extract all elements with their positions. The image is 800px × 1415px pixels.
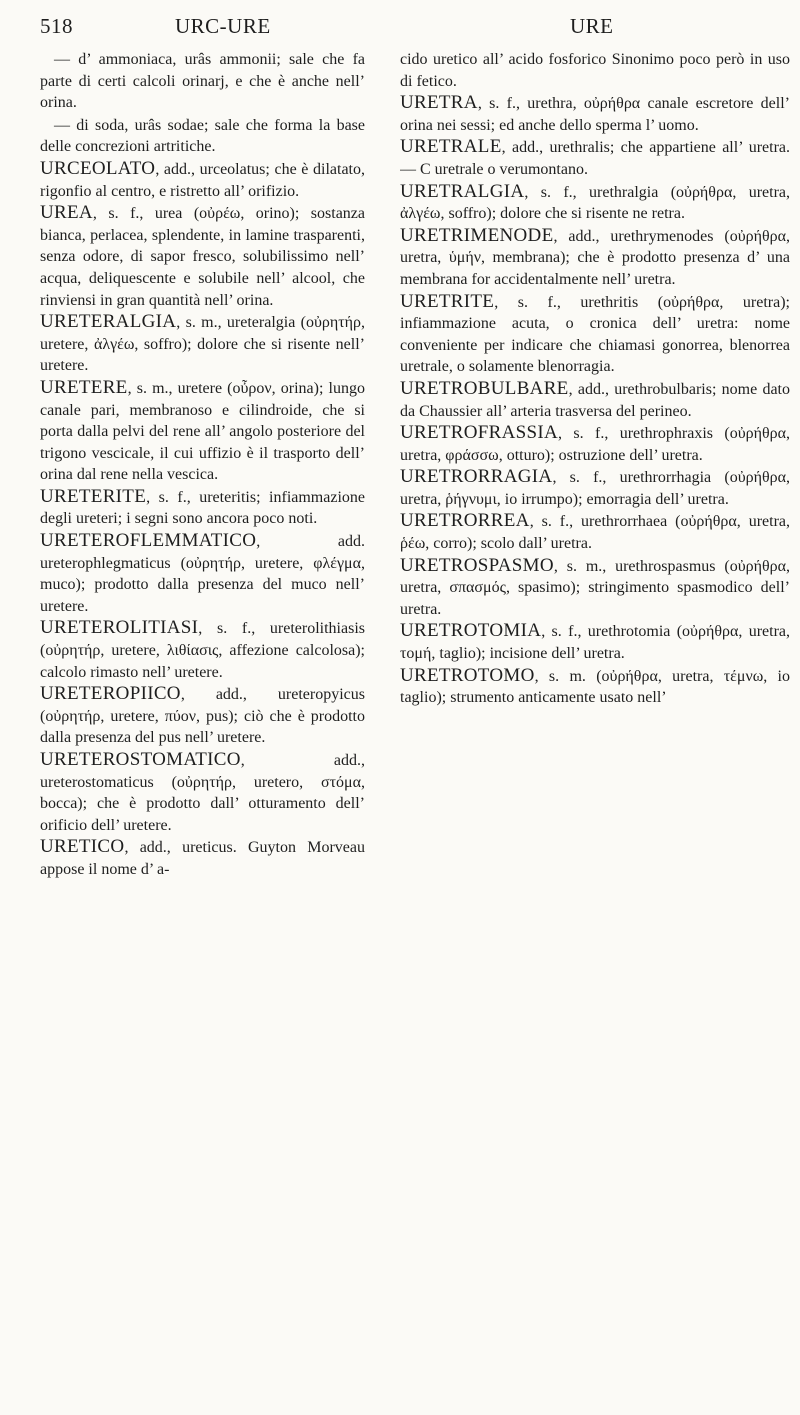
right-column	[400, 48, 790, 1409]
dictionary-entry	[400, 422, 790, 466]
dictionary-entry	[400, 510, 790, 554]
dictionary-entry	[40, 836, 365, 880]
running-head-left: URC-URE	[175, 14, 271, 38]
dictionary-entry	[400, 181, 790, 225]
entry-headword: URETROTOMO	[400, 664, 535, 686]
entry-definition: , s. f., urethrorrhaea (οὐρήθρα, uretra, ῥέω, corro); scolo dall’ uretra.	[400, 513, 790, 553]
entry-definition: , s. f., urethrorrhagia (οὐρήθρα, uretra, ῥήγνυμι, io irrumpo); emorragia dell’ uretra.	[400, 469, 790, 508]
dictionary-entry	[400, 225, 790, 291]
dictionary-entry	[400, 92, 790, 136]
dictionary-entry	[400, 555, 790, 621]
entry-definition: — di soda, urâs sodae; sale che forma la base delle concrezioni artritiche.	[40, 116, 365, 156]
entry-headword: URETRORRAGIA	[400, 466, 553, 488]
entry-headword: URETEROPIICO	[40, 683, 181, 705]
entry-headword: URETICO	[40, 836, 125, 858]
entry-headword: URETRIMENODE	[400, 224, 554, 246]
entry-definition: , add., urethrobulbaris; nome dato da Chaussier all’ arteria trasversa del perineo.	[400, 380, 790, 420]
entry-headword: URETEROFLEMMATICO	[40, 530, 257, 552]
dictionary-entry	[40, 683, 365, 749]
entry-definition: , s. f., urethrophraxis (οὐρήθρα, uretra, φράσσω, otturo); ostruzione dell’ uretra.	[400, 425, 790, 464]
entry-definition: , add., urceolatus; che è dilatato, rigonfio al centro, e ristretto all’ orifizio.	[40, 160, 365, 200]
dictionary-entry	[40, 202, 365, 311]
entry-headword: URETROFRASSIA	[400, 422, 559, 444]
entry-definition: , add., ureteropyicus (οὐρητήρ, uretere, πύον, pus); ciò che è prodotto dalla presenza del pus nell’ uretere.	[40, 686, 365, 747]
entry-definition: , s. m., urethrospasmus (οὐρήθρα, uretra, σπασμός, spasimo); stringimento spasmodico dell’ uretra.	[400, 557, 790, 618]
dictionary-entry	[40, 486, 365, 530]
entry-definition: , s. f., urethra, οὐρήθρα canale escretore dell’ orina nei sessi; ed anche dello sperma l’ uomo.	[400, 95, 790, 134]
entry-headword: URETEROSTOMATICO	[40, 749, 241, 770]
dictionary-entry	[400, 466, 790, 510]
dictionary-entry	[40, 114, 365, 158]
entry-definition: cido uretico all’ acido fosforico Sinonimo poco però in uso di fetico.	[400, 51, 790, 90]
dictionary-entry	[400, 665, 790, 709]
entry-headword: URETRORREA	[400, 510, 530, 532]
dictionary-entry	[400, 48, 790, 92]
dictionary-entry	[40, 377, 365, 486]
entry-definition: , s. f., ureteritis; infiammazione degli ureteri; i segni sono ancora poco noti.	[40, 488, 365, 528]
entry-definition: , add., ureticus. Guyton Morveau appose il nome d’ a-	[40, 839, 365, 878]
entry-headword: URETROSPASMO	[400, 554, 554, 576]
entry-headword: URETEROLITIASI	[40, 617, 199, 639]
entry-headword: URETRITE	[400, 290, 495, 312]
entry-headword: URETERE	[40, 376, 128, 398]
dictionary-entry	[400, 291, 790, 378]
dictionary-entry	[40, 311, 365, 377]
entry-headword: URCEOLATO	[40, 157, 156, 179]
entry-definition: , s. f., urethrotomia (οὐρήθρα, uretra, τομή, taglio); incisione dell’ uretra.	[400, 623, 790, 663]
entry-definition: , s. m., uretere (οὖρον, orina); lungo canale pari, membranoso e cilindroide, che si porta dalla pelvi del rene all’ angolo posteriore del trigono vescicale, il cui uffizio è il trasporto dell’ orina dal rene nella vescica.	[40, 379, 365, 484]
entry-definition: , s. f., urethritis (οὐρήθρα, uretra); infiammazione acuta, o cronica dell’ uretra: nome conveniente per indicare che chiamasi gonorrea, blenorrea uretrale, o solamente blenorragia.	[400, 293, 790, 376]
entry-headword: URETERALGIA	[40, 311, 177, 333]
dictionary-entry	[40, 530, 365, 617]
entry-headword: URETERITE	[40, 485, 147, 507]
dictionary-entry	[40, 48, 365, 114]
entry-definition: , s. m. (οὐρήθρα, uretra, τέμνω, io taglio); strumento anticamente usato nell’	[400, 667, 790, 707]
dictionary-entry	[400, 378, 790, 422]
entry-definition: , add., ureterostomaticus (οὐρητήρ, uretero, στόμα, bocca); che è prodotto dall’ otturamento dell’ orificio dell’ uretere.	[40, 752, 365, 834]
entry-headword: URETRALE	[400, 136, 502, 158]
entry-headword: UREA	[40, 202, 93, 224]
entry-headword: URETROBULBARE	[400, 377, 569, 399]
entry-definition: , add., urethrymenodes (οὐρήθρα, uretra, ὑμήν, membrana); che è prodotto presenza d’ una membrana for accidentalmente nell’ uretra.	[400, 227, 790, 288]
left-column	[40, 48, 365, 1409]
entry-definition: , s. f., urea (οὐρέω, orino); sostanza bianca, perlacea, splendente, in lamine trasparenti, senza odore, di sapor fresco, solubilissimo nell’ acqua, deliquescente e solubile nell’ alcool, che rinviensi in gran quantità nell’ orina.	[40, 205, 365, 309]
dictionary-entry	[40, 158, 365, 202]
entry-definition: , add. ureterophlegmaticus (οὐρητήρ, uretere, φλέγμα, muco); prodotto dalla presenza del muco nell’ uretere.	[40, 533, 365, 615]
entry-definition: , s. m., ureteralgia (οὐρητήρ, uretere, ἀλγέω, soffro); dolore che si risente nell’ uretere.	[40, 314, 365, 375]
dictionary-entry	[40, 617, 365, 683]
entry-definition: , s. f., ureterolithiasis (οὐρητήρ, uretere, λιθίασις, affezione calcolosa); calcolo rimasto nell’ uretere.	[40, 620, 365, 681]
dictionary-entry	[400, 620, 790, 664]
entry-definition: , s. f., urethralgia (οὐρήθρα, uretra, ἀλγέω, soffro); dolore che si risente ne retra.	[400, 183, 790, 223]
entry-headword: URETRA	[400, 92, 478, 114]
entry-definition: , add., urethralis; che appartiene all’ uretra. — C uretrale o verumontano.	[400, 139, 790, 178]
entry-headword: URETROTOMIA	[400, 620, 542, 642]
entry-definition: — d’ ammoniaca, urâs ammonii; sale che fa parte di certi calcoli orinarj, e che è anche nell’ orina.	[40, 51, 365, 112]
dictionary-entry	[40, 749, 365, 836]
dictionary-entry	[400, 136, 790, 180]
running-head-right: URE	[570, 14, 614, 38]
page-number: 518	[40, 14, 73, 38]
page-header	[40, 14, 770, 40]
entry-headword: URETRALGIA	[400, 180, 525, 202]
